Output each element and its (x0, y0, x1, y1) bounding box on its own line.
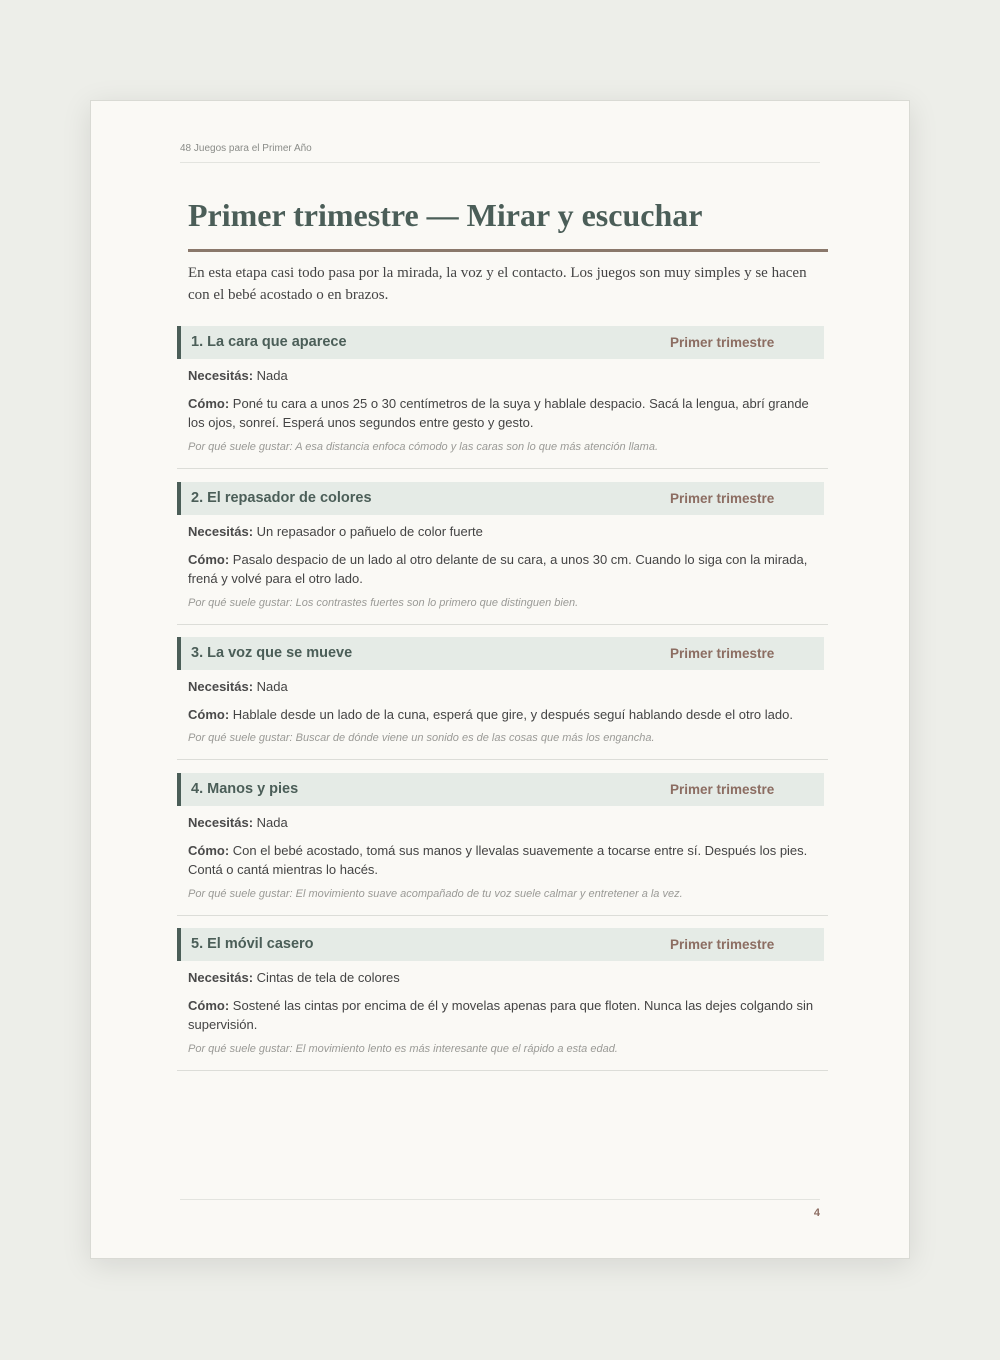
game-why: Por qué suele gustar: El movimiento suave acompañado de tu voz suele calmar y entretener a la vez. (188, 887, 683, 900)
needs-value: Cintas de tela de colores (256, 970, 400, 985)
game-why: Por qué suele gustar: Los contrastes fuertes son lo primero que distinguen bien. (188, 596, 579, 609)
game-stage-tag: Primer trimestre (670, 937, 775, 952)
game-how (188, 394, 818, 433)
needs-label: Necesitás: (188, 679, 254, 694)
game-stage-tag: Primer trimestre (670, 491, 775, 506)
game-card (177, 482, 828, 625)
game-why: Por qué suele gustar: A esa distancia enfoca cómodo y las caras son lo que más atención llama. (188, 440, 659, 453)
how-label: Cómo: (188, 842, 230, 858)
needs-value: Nada (256, 368, 288, 383)
game-title: 4. Manos y pies (191, 781, 299, 797)
game-header (177, 482, 824, 515)
how-value: Con el bebé acostado, tomá sus manos y llevalas suavemente a tocarse entre sí. Después los pies. Contá o cantá mientras lo hacés. (188, 842, 808, 877)
game-title: 3. La voz que se mueve (191, 645, 353, 661)
game-header (177, 637, 824, 670)
game-card (177, 773, 828, 916)
needs-label: Necesitás: (188, 970, 254, 985)
game-card (177, 637, 828, 760)
footer-rule (180, 1199, 820, 1200)
how-value: Hablale desde un lado de la cuna, esperá que gire, y después seguí hablando desde el otro lado. (232, 706, 793, 722)
game-how (188, 705, 818, 725)
needs-value: Nada (256, 815, 288, 830)
game-needs (188, 366, 818, 386)
title-rule (188, 249, 828, 252)
game-needs (188, 677, 818, 697)
game-why: Por qué suele gustar: Buscar de dónde viene un sonido es de las cosas que más los engancha. (188, 732, 655, 744)
game-header (177, 326, 824, 359)
how-value: Poné tu cara a unos 25 o 30 centímetros de la suya y hablale despacio. Sacá la lengua, abrí grande los ojos, sonreí. Esperá unos segundos entre gesto y gesto. (188, 395, 809, 430)
running-header: 48 Juegos para el Primer Año (180, 143, 820, 163)
game-stage-tag: Primer trimestre (670, 646, 775, 661)
chapter-intro: En esta etapa casi todo pasa por la mirada, la voz y el contacto. Los juegos son muy simples y se hacen con el bebé acostado o en brazos. (188, 265, 807, 303)
chapter-title: Primer trimestre — Mirar y escuchar (188, 197, 703, 233)
needs-label: Necesitás: (188, 524, 254, 539)
game-card (177, 326, 828, 469)
how-value: Sostené las cintas por encima de él y movelas apenas para que floten. Nunca las dejes colgando sin supervisión. (188, 997, 814, 1032)
how-label: Cómo: (188, 395, 230, 411)
needs-label: Necesitás: (188, 368, 254, 383)
game-how (188, 550, 818, 589)
how-label: Cómo: (188, 706, 230, 722)
game-needs (188, 813, 818, 833)
needs-label: Necesitás: (188, 815, 254, 830)
game-needs (188, 968, 818, 988)
document-page (90, 100, 910, 1259)
game-how (188, 841, 818, 880)
needs-value: Nada (256, 679, 288, 694)
page-number: 4 (813, 1207, 820, 1219)
game-why: Por qué suele gustar: El movimiento lento es más interesante que el rápido a esta edad. (188, 1042, 618, 1055)
game-stage-tag: Primer trimestre (670, 782, 775, 797)
game-header (177, 928, 824, 961)
game-stage-tag: Primer trimestre (670, 335, 775, 350)
needs-value: Un repasador o pañuelo de color fuerte (256, 524, 483, 539)
game-needs (188, 522, 818, 542)
game-card (177, 928, 828, 1071)
game-title: 2. El repasador de colores (191, 490, 372, 506)
how-label: Cómo: (188, 551, 230, 567)
game-title: 5. El móvil casero (191, 936, 314, 952)
game-header (177, 773, 824, 806)
game-title: 1. La cara que aparece (191, 334, 347, 350)
game-how (188, 996, 818, 1035)
how-value: Pasalo despacio de un lado al otro delante de su cara, a unos 30 cm. Cuando lo siga con la mirada, frená y volvé para el otro lado. (188, 551, 808, 586)
how-label: Cómo: (188, 997, 230, 1013)
